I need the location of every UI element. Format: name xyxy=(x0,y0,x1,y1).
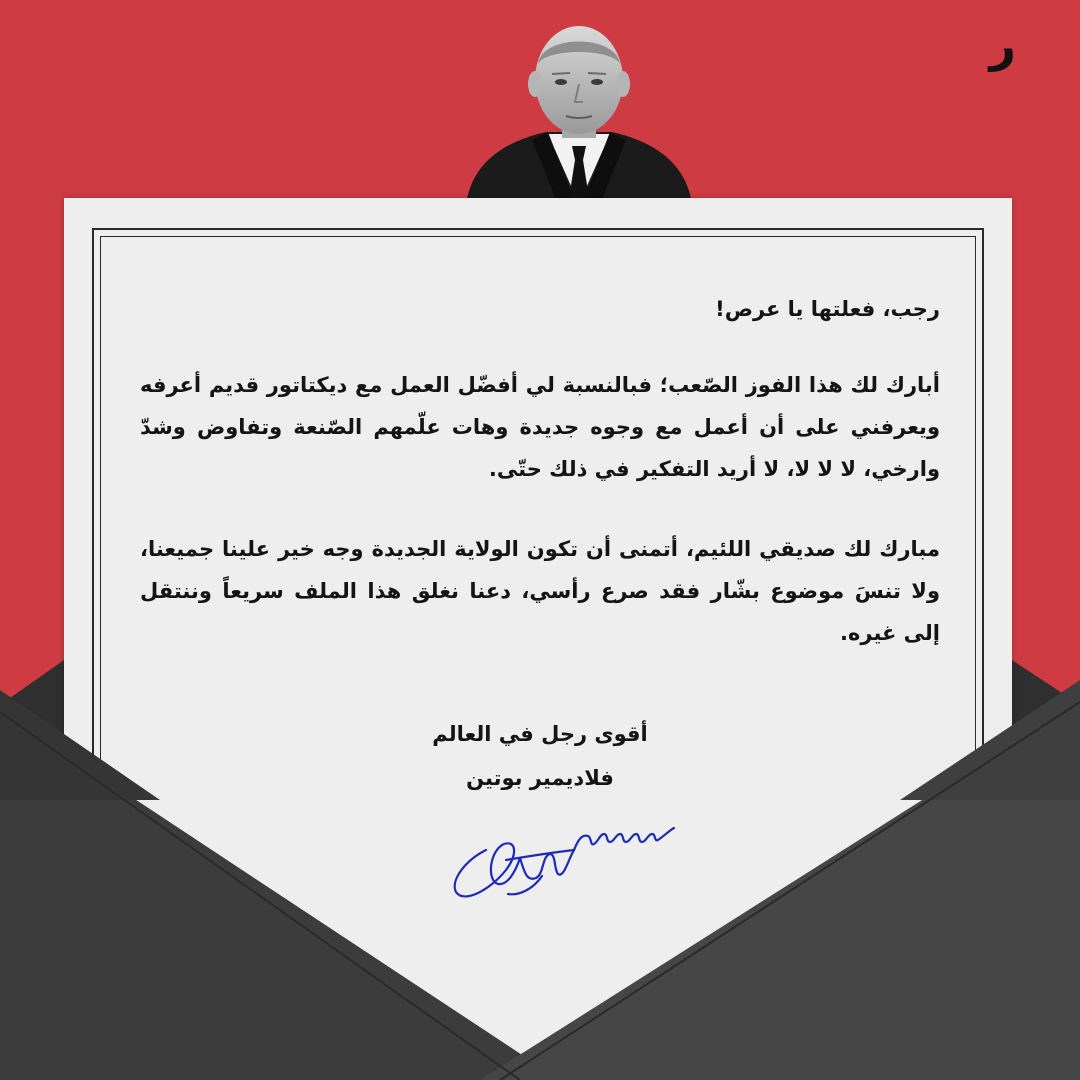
letter-paragraph-1: أبارك لك هذا الفوز الصّعب؛ فبالنسبة لي أفضّل العمل مع ديكتاتور قديم أعرفه ويعرفني على أن أعمل مع وجوه جديدة وهات علّمهم الصّنعة وتفاوض وشدّ وارخي، لا لا لا، لا أريد التفكير في ذلك حتّى. xyxy=(140,373,940,481)
brand-logo: ر xyxy=(989,18,1016,72)
closing-name: فلاديمير بوتين xyxy=(466,766,614,790)
letter-paragraph-2: مبارك لك صديقي اللئيم، أتمنى أن تكون الولاية الجديدة وجه خير علينا جميعنا، ولا تنسَ موضوع بشّار فقد صرع رأسي، دعنا نغلق هذا الملف سريعاً وننتقل إلى غيره. xyxy=(140,537,940,645)
closing-title: أقوى رجل في العالم xyxy=(432,722,648,746)
letter-greeting: رجب، فعلتها يا عرص! xyxy=(715,297,940,321)
